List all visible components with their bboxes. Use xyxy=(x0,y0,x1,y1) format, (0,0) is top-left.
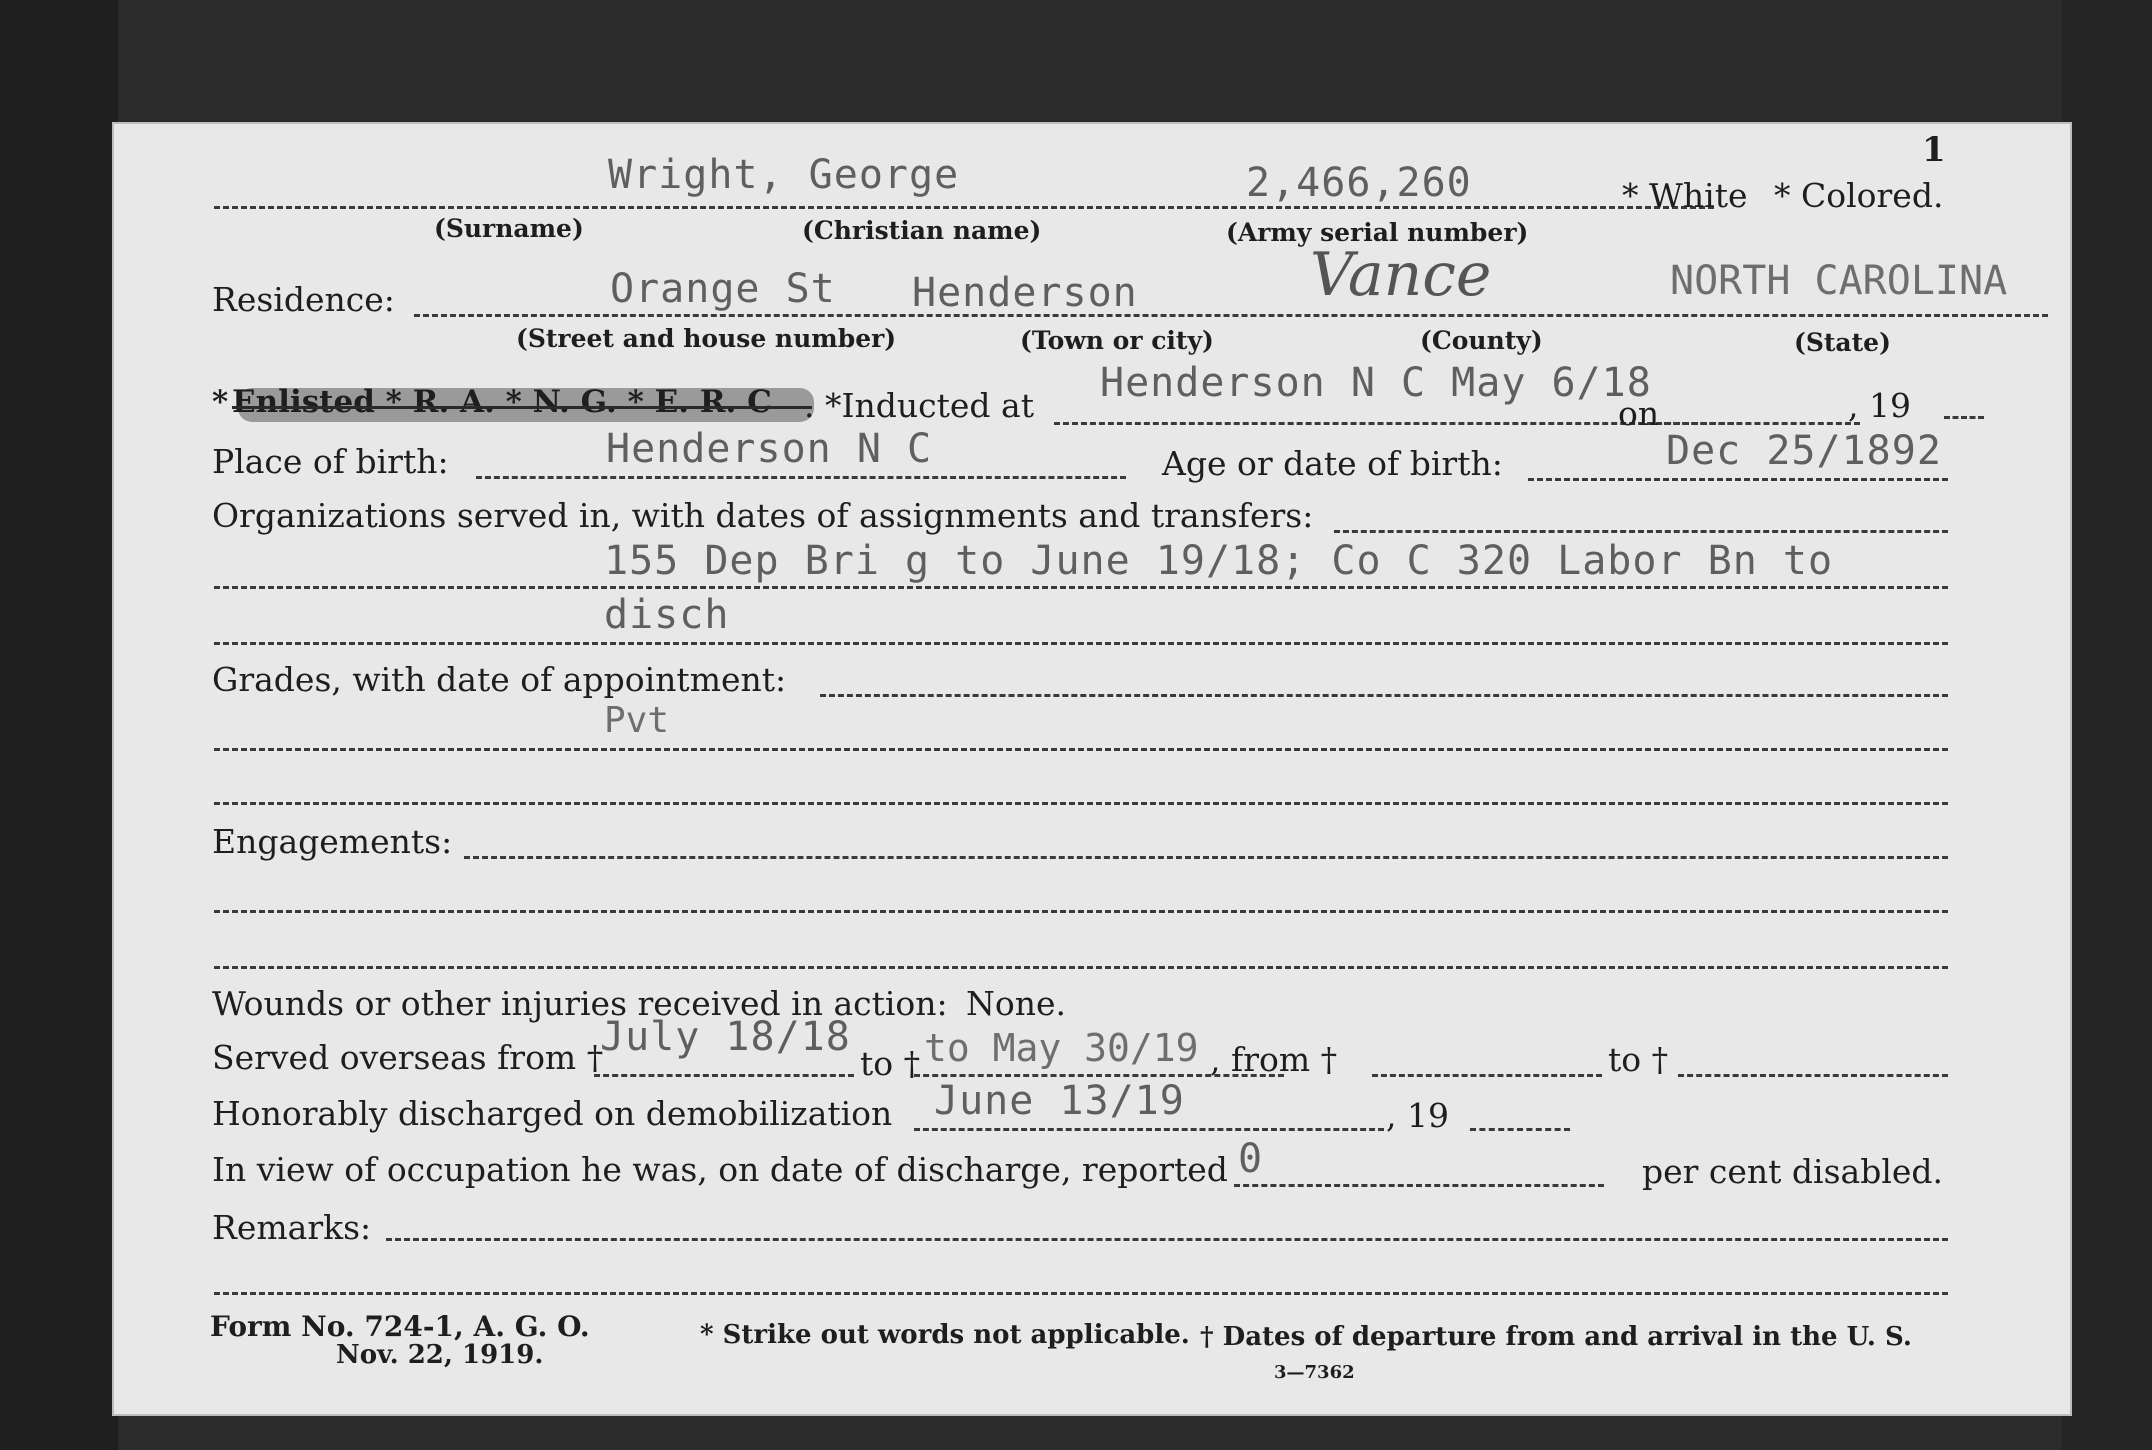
organizations-line-1 xyxy=(214,586,1948,589)
residence-street-value: Orange St xyxy=(610,266,836,312)
enlisted-struck-text: Enlisted * R. A. * N. G. * E. R. C xyxy=(232,384,772,420)
state-caption: (State) xyxy=(1794,328,1891,357)
service-record-card xyxy=(112,122,2072,1416)
grades-line-1 xyxy=(214,748,1948,751)
scan-border-left xyxy=(0,0,118,1450)
street-caption: (Street and house number) xyxy=(516,324,897,353)
overseas-to-value: to May 30/19 xyxy=(924,1026,1199,1070)
inducted-value: Henderson N C May 6/18 xyxy=(1100,360,1652,406)
overseas-to2-label: to † xyxy=(1608,1040,1669,1079)
wounds-label: Wounds or other injuries received in action: xyxy=(212,984,948,1023)
overseas-from-line xyxy=(594,1074,854,1077)
organizations-line-2 xyxy=(214,642,1948,645)
engagements-label: Engagements: xyxy=(212,822,453,861)
town-caption: (Town or city) xyxy=(1020,326,1214,355)
residence-town-value: Henderson xyxy=(912,270,1138,316)
serial-number-value: 2,466,260 xyxy=(1246,160,1472,206)
discharged-year-label: , 19 xyxy=(1386,1096,1449,1135)
form-date: Nov. 22, 1919. xyxy=(336,1340,544,1370)
scan-border-right xyxy=(2062,0,2152,1450)
residence-state-value: NORTH CAROLINA xyxy=(1670,258,2008,304)
county-caption: (County) xyxy=(1420,326,1543,355)
age-value: Dec 25/1892 xyxy=(1666,428,1942,474)
dates-note: † Dates of departure from and arrival in the U. S. xyxy=(1200,1322,1912,1352)
strike-note: * Strike out words not applicable. xyxy=(700,1320,1190,1350)
page-number: 1 xyxy=(1922,130,1946,170)
overseas-from2-line xyxy=(1372,1074,1602,1077)
organizations-line-0 xyxy=(1334,530,1948,533)
inducted-label: . *Inducted at xyxy=(804,386,1034,425)
print-code: 3—7362 xyxy=(1274,1362,1355,1383)
overseas-to2-line xyxy=(1678,1074,1948,1077)
place-of-birth-label: Place of birth: xyxy=(212,442,449,481)
grades-label: Grades, with date of appointment: xyxy=(212,660,787,699)
place-of-birth-line xyxy=(476,476,1126,479)
residence-label: Residence: xyxy=(212,280,395,319)
surname-caption: (Surname) xyxy=(434,214,584,243)
remarks-line-1 xyxy=(386,1238,1948,1241)
engagements-line-2 xyxy=(214,966,1948,969)
serial-caption: (Army serial number) xyxy=(1226,218,1529,247)
year-19-label: , 19 xyxy=(1848,386,1911,425)
race-white-label: * White xyxy=(1622,176,1748,215)
engagements-line-1 xyxy=(214,910,1948,913)
name-value: Wright, George xyxy=(608,152,960,198)
grades-line-2 xyxy=(214,802,1948,805)
age-label: Age or date of birth: xyxy=(1162,444,1503,483)
overseas-to-label: to † xyxy=(860,1044,921,1083)
engagements-line-0 xyxy=(464,856,1948,859)
discharged-label: Honorably discharged on demobilization xyxy=(212,1094,893,1133)
grades-value: Pvt xyxy=(604,700,670,741)
on-label: on xyxy=(1618,394,1660,433)
organizations-value-line2: disch xyxy=(604,592,730,638)
residence-line xyxy=(414,314,2048,317)
organizations-label: Organizations served in, with dates of assignments and transfers: xyxy=(212,496,1314,535)
occupation-line xyxy=(1234,1184,1604,1187)
wounds-value: None. xyxy=(966,984,1067,1023)
occupation-label: In view of occupation he was, on date of discharge, reported xyxy=(212,1150,1228,1189)
overseas-from-value: July 18/18 xyxy=(600,1014,851,1060)
christian-name-caption: (Christian name) xyxy=(802,216,1042,245)
discharged-year-line xyxy=(1470,1128,1570,1131)
age-line xyxy=(1528,478,1948,481)
overseas-from2-label: , from † xyxy=(1210,1040,1338,1079)
on-date-line xyxy=(1664,422,1860,425)
place-of-birth-value: Henderson N C xyxy=(606,426,933,472)
enlisted-strikethrough xyxy=(232,406,812,409)
race-colored-label: * Colored. xyxy=(1774,176,1944,215)
residence-county-value: Vance xyxy=(1310,240,1492,310)
discharged-line xyxy=(914,1128,1384,1131)
remarks-label: Remarks: xyxy=(212,1208,372,1247)
name-line xyxy=(214,206,1714,209)
form-number: Form No. 724-1, A. G. O. xyxy=(210,1310,590,1343)
occupation-value: 0 xyxy=(1238,1136,1264,1182)
discharged-value: June 13/19 xyxy=(934,1078,1185,1124)
occupation-suffix: per cent disabled. xyxy=(1642,1152,1944,1191)
overseas-label: Served overseas from † xyxy=(212,1038,604,1077)
enlisted-prefix: * xyxy=(212,384,229,420)
remarks-line-2 xyxy=(214,1292,1948,1295)
organizations-value-line1: 155 Dep Bri g to June 19/18; Co C 320 Labor Bn to xyxy=(604,538,1834,584)
grades-line-0 xyxy=(820,694,1948,697)
year-line xyxy=(1944,416,1984,419)
